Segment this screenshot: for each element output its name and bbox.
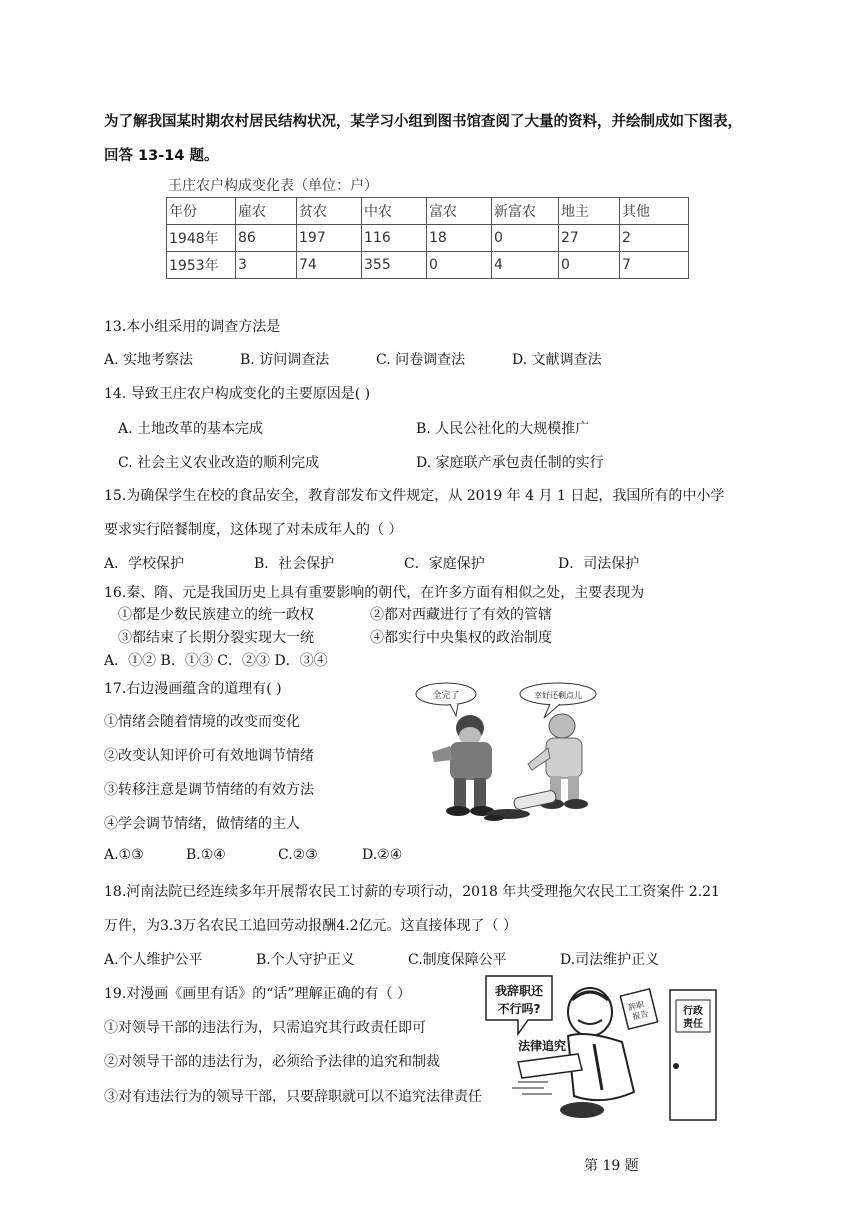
intro-line-2: 回答 13-14 题。: [104, 148, 219, 164]
q14-option-d: D. 家庭联产承包责任制的实行: [416, 455, 604, 471]
q19-figure-caption: 第 19 题: [584, 1158, 639, 1174]
table-header-cell: 富农: [427, 198, 492, 225]
q16-options: A．①② B．①③ C．②③ D．③④: [104, 653, 328, 669]
table-row: [167, 225, 689, 252]
table-cell: 1948年: [167, 225, 236, 252]
q15-option-c: C．家庭保护: [404, 556, 485, 572]
q15-stem-line-2: 要求实行陪餐制度，这体现了对未成年人的（ ）: [104, 522, 403, 538]
q13-option-c: C. 问卷调查法: [376, 352, 466, 368]
q14-option-c: C. 社会主义农业改造的顺利完成: [118, 455, 320, 471]
table-title: 王庄农户构成变化表（单位：户）: [168, 178, 378, 194]
table-cell: 2: [620, 225, 689, 252]
table-header-cell: 贫农: [297, 198, 362, 225]
table-header-cell: 雇农: [236, 198, 297, 225]
q18-option-c: C.制度保障公平: [408, 952, 507, 968]
q15-option-a: A．学校保护: [104, 556, 185, 572]
q18-option-b: B.个人守护正义: [256, 952, 355, 968]
table-cell: 7: [620, 252, 689, 279]
q18-option-d: D.司法维护正义: [560, 952, 660, 968]
paper-line-1: 辞职: [627, 999, 646, 1013]
q14-option-a: A. 土地改革的基本完成: [118, 421, 264, 437]
q19-statement-3: ③对有违法行为的领导干部，只要辞职就可以不追究法律责任: [104, 1089, 482, 1105]
bubble-right-text: 幸好还剩点儿: [534, 691, 582, 700]
sad-man-figure: [432, 715, 494, 816]
table-header-cell: 其他: [620, 198, 689, 225]
table-cell: 1953年: [167, 252, 236, 279]
q13-option-a: A. 实地考察法: [104, 352, 194, 368]
door-sign-line-1: 行政: [683, 1006, 703, 1017]
q16-statement-3: ③都结束了长期分裂实现大一统: [118, 630, 314, 646]
q17-statement-3: ③转移注意是调节情绪的有效方法: [104, 782, 314, 798]
q17-statement-1: ①情绪会随着情境的改变而变化: [104, 714, 300, 730]
paper-line-2: 报告: [631, 1009, 650, 1022]
q18-option-a: A.个人维护公平: [104, 952, 203, 968]
table-header-cell: 年份: [167, 198, 236, 225]
q16-statement-1: ①都是少数民族建立的统一政权: [118, 607, 314, 623]
q19-cartoon-image: [482, 970, 722, 1125]
q19-stem: 19.对漫画《画里有话》的“话”理解正确的有（ ）: [104, 986, 412, 1002]
q17-option-d: D.②④: [362, 847, 403, 863]
q17-statement-2: ②改变认知评价可有效地调节情绪: [104, 748, 314, 764]
q17-cartoon-image: [410, 680, 600, 825]
q16-stem: 16.秦、隋、元是我国历史上具有重要影响的朝代，在许多方面有相似之处，主要表现为: [104, 585, 645, 601]
table-cell: 0: [492, 225, 559, 252]
table-row: [167, 252, 689, 279]
table-cell: 3: [236, 252, 297, 279]
table-cell: 4: [492, 252, 559, 279]
table-header-cell: 地主: [559, 198, 620, 225]
q15-option-d: D．司法保护: [558, 556, 640, 572]
table-cell: 86: [236, 225, 297, 252]
q17-option-c: C.②③: [278, 847, 318, 863]
table-header-row: [167, 198, 689, 225]
table-cell: 197: [297, 225, 362, 252]
q17-statement-4: ④学会调节情绪，做情绪的主人: [104, 816, 300, 832]
q18-stem-line-2: 万件，为3.3万名农民工追回劳动报酬4.2亿元。这直接体现了（ ）: [104, 918, 517, 934]
q14-option-b: B. 人民公社化的大规模推广: [416, 421, 590, 437]
arm-label: 法律追究: [517, 1039, 567, 1053]
bubble-left-text: 全完了: [432, 691, 460, 701]
q16-statement-2: ②都对西藏进行了有效的管辖: [370, 607, 552, 623]
q17-option-a: A.①③: [104, 847, 144, 863]
q18-stem-line-1: 18.河南法院已经连续多年开展帮农民工讨薪的专项行动，2018 年共受理拖欠农民工工资案件 2.21: [104, 884, 720, 900]
q13-option-d: D. 文献调查法: [512, 352, 602, 368]
bubble-text-line-2: 不行吗?: [497, 1002, 541, 1016]
q13-stem: 13.本小组采用的调查方法是: [104, 319, 281, 335]
q15-option-b: B．社会保护: [254, 556, 335, 572]
table-cell: 0: [559, 252, 620, 279]
q13-option-b: B. 访问调查法: [240, 352, 330, 368]
q16-statement-4: ④都实行中央集权的政治制度: [370, 630, 552, 646]
door-sign-line-2: 责任: [683, 1019, 703, 1030]
table-cell: 74: [297, 252, 362, 279]
table-cell: 355: [362, 252, 427, 279]
q19-statement-2: ②对领导干部的违法行为，必须给予法律的追究和制裁: [104, 1054, 440, 1070]
intro-line-1: 为了解我国某时期农村居民结构状况，某学习小组到图书馆查阅了大量的资料，并绘制成如下图表，: [104, 114, 742, 130]
table-header-cell: 新富农: [492, 198, 559, 225]
q17-option-b: B.①④: [186, 847, 226, 863]
table-cell: 0: [427, 252, 492, 279]
farm-household-table: [166, 197, 689, 279]
table-header-cell: 中农: [362, 198, 427, 225]
table-cell: 18: [427, 225, 492, 252]
q15-stem-line-1: 15.为确保学生在校的食品安全，教育部发布文件规定，从 2019 年 4 月 1 日起，我国所有的中小学: [104, 488, 725, 504]
q17-stem: 17.右边漫画蕴含的道理有( ): [104, 681, 282, 697]
q19-statement-1: ①对领导干部的违法行为，只需追究其行政责任即可: [104, 1020, 426, 1036]
table-cell: 27: [559, 225, 620, 252]
table-cell: 116: [362, 225, 427, 252]
bubble-text-line-1: 我辞职还: [494, 984, 544, 998]
q14-stem: 14. 导致王庄农户构成变化的主要原因是( ): [104, 386, 371, 402]
